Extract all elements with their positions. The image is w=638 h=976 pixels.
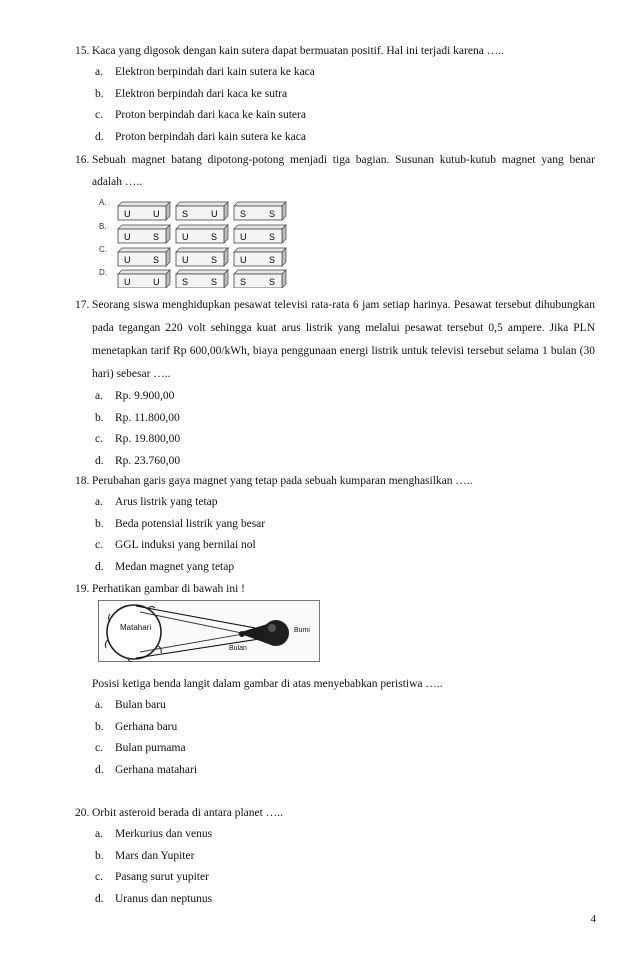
magnet-bar bbox=[234, 225, 286, 243]
option-label: D. bbox=[99, 268, 107, 277]
magnet-bar bbox=[176, 202, 228, 220]
pole-left: S bbox=[182, 209, 189, 219]
pole-right: U bbox=[153, 277, 160, 287]
option-d[interactable]: d. Proton berpindah dari kain sutera ke kaca bbox=[95, 131, 306, 144]
earth-label: Bumi bbox=[294, 627, 310, 634]
option-b[interactable]: b. Mars dan Yupiter bbox=[95, 849, 195, 862]
option-d[interactable]: d. Medan magnet yang tetap bbox=[95, 561, 235, 574]
pole-right: S bbox=[153, 232, 160, 242]
question-number: 19. bbox=[75, 583, 90, 595]
pole-left: U bbox=[182, 232, 189, 242]
magnet-bar bbox=[234, 202, 286, 220]
pole-left: S bbox=[240, 277, 247, 287]
question-18 bbox=[75, 470, 595, 579]
option-b[interactable]: b. Rp. 11.800,00 bbox=[95, 411, 180, 424]
option-a[interactable]: a. Bulan baru bbox=[95, 699, 166, 711]
question-number: 17. bbox=[75, 299, 90, 311]
pole-left: S bbox=[240, 209, 247, 219]
magnet-bar bbox=[234, 270, 286, 288]
magnet-bar bbox=[176, 225, 228, 243]
pole-right: S bbox=[269, 255, 276, 265]
question-15 bbox=[75, 40, 595, 149]
option-d[interactable]: d. Uranus dan neptunus bbox=[95, 893, 213, 906]
option-a[interactable]: a. Merkurius dan venus bbox=[95, 828, 213, 840]
magnet-bar bbox=[176, 270, 228, 288]
pole-right: U bbox=[153, 209, 160, 219]
pole-right: S bbox=[211, 255, 218, 265]
pole-right: S bbox=[211, 277, 218, 287]
magnet-row-a[interactable] bbox=[99, 198, 286, 220]
question-17 bbox=[75, 294, 595, 473]
pole-left: U bbox=[182, 255, 189, 265]
magnet-bar bbox=[234, 248, 286, 266]
magnet-bar bbox=[118, 270, 170, 288]
magnet-row-d[interactable] bbox=[99, 268, 286, 288]
option-label: A. bbox=[99, 198, 107, 207]
pole-left: S bbox=[182, 277, 189, 287]
question-16 bbox=[75, 149, 595, 193]
option-d[interactable]: d. Rp. 23.760,00 bbox=[95, 455, 181, 468]
question-text: Kaca yang digosok dengan kain sutera dapat bermuatan positif. Hal ini terjadi karena ….. bbox=[92, 45, 504, 57]
question-text: Perubahan garis gaya magnet yang tetap pada sebuah kumparan menghasilkan ….. bbox=[92, 475, 473, 487]
pole-right: S bbox=[211, 232, 218, 242]
question-text: Sebuah magnet batang dipotong-potong menjadi tiga bagian. Susunan kutub-kutub magnet yang benar adalah ….. bbox=[92, 154, 595, 188]
pole-left: U bbox=[124, 255, 131, 265]
sun-label: Matahari bbox=[120, 623, 152, 632]
pole-left: U bbox=[124, 277, 131, 287]
option-label: B. bbox=[99, 222, 107, 231]
magnet-row-c[interactable] bbox=[99, 245, 286, 266]
option-c[interactable]: c. Pasang surut yupiter bbox=[95, 871, 209, 884]
option-c[interactable]: c. Bulan purnama bbox=[95, 742, 186, 755]
magnet-bar bbox=[118, 225, 170, 243]
question-number: 15. bbox=[75, 45, 90, 57]
option-c[interactable]: c. GGL induksi yang bernilai nol bbox=[95, 539, 256, 552]
pole-left: U bbox=[240, 232, 247, 242]
question-text: Seorang siswa menghidupkan pesawat televisi rata-rata 6 jam setiap harinya. Pesawat tersebut dihubungkan pada tegangan 220 volt sehingga kuat arus listrik yang melalui pesawat tersebut 0,5 ampere. Jika PLN menetapkan tarif Rp 600,00/kWh, biaya penggunaan energi listrik untuk televisi tersebut selama 1 bulan (30 hari) sebesar ….. bbox=[92, 299, 595, 380]
pole-right: S bbox=[153, 255, 160, 265]
question-number: 18. bbox=[75, 475, 90, 487]
magnet-bar bbox=[118, 202, 170, 220]
pole-right: S bbox=[269, 232, 276, 242]
question-19 bbox=[75, 578, 595, 600]
option-label: C. bbox=[99, 245, 107, 254]
magnet-bar bbox=[118, 248, 170, 266]
eclipse-figure bbox=[98, 600, 320, 662]
pole-left: U bbox=[124, 209, 131, 219]
question-number: 20. bbox=[75, 807, 90, 819]
option-b[interactable]: b. Gerhana baru bbox=[95, 720, 178, 733]
question-19-options bbox=[75, 673, 595, 782]
option-a[interactable]: a. Rp. 9.900,00 bbox=[95, 390, 175, 402]
question-number: 16. bbox=[75, 154, 90, 166]
option-c[interactable]: c. Rp. 19.800,00 bbox=[95, 433, 181, 446]
question-20 bbox=[75, 802, 595, 911]
pole-right: U bbox=[211, 209, 218, 219]
pole-left: U bbox=[124, 232, 131, 242]
magnet-figure bbox=[98, 196, 294, 288]
option-b[interactable]: b. Elektron berpindah dari kaca ke sutra bbox=[95, 87, 288, 100]
pole-right: S bbox=[269, 209, 276, 219]
question-text: Orbit asteroid berada di antara planet ….. bbox=[92, 807, 283, 819]
question-text: Perhatikan gambar di bawah ini ! bbox=[92, 583, 245, 595]
option-b[interactable]: b. Beda potensial listrik yang besar bbox=[95, 517, 266, 530]
magnet-row-b[interactable] bbox=[99, 222, 286, 243]
magnet-bar bbox=[176, 248, 228, 266]
pole-right: S bbox=[269, 277, 276, 287]
question-subtext: Posisi ketiga benda langit dalam gambar di atas menyebabkan peristiwa ….. bbox=[92, 678, 443, 690]
option-a[interactable]: a. Arus listrik yang tetap bbox=[95, 496, 218, 508]
page-number: 4 bbox=[590, 913, 596, 925]
pole-left: U bbox=[240, 255, 247, 265]
moon-label: Bulan bbox=[229, 645, 247, 652]
option-a[interactable]: a. Elektron berpindah dari kain sutera ke kaca bbox=[95, 66, 315, 78]
option-c[interactable]: c. Proton berpindah dari kaca ke kain sutera bbox=[95, 109, 306, 122]
option-d[interactable]: d. Gerhana matahari bbox=[95, 764, 198, 777]
